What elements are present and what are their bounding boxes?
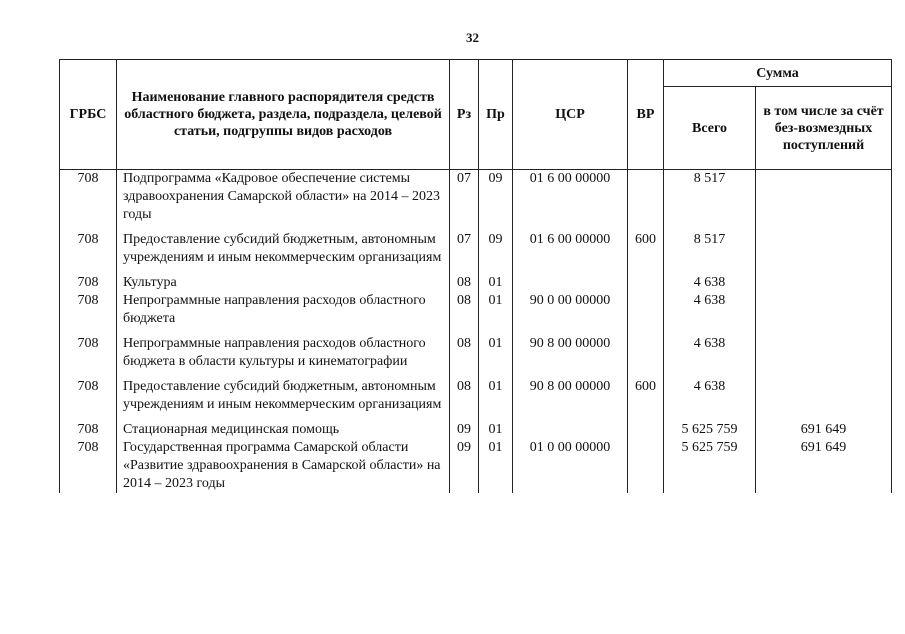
- table-row: [60, 292, 892, 335]
- header-free: в том числе за счёт без-возмездных поступлений: [756, 87, 892, 170]
- cell-total: 4 638: [664, 378, 756, 421]
- cell-rz: 08: [450, 335, 479, 378]
- cell-total: 4 638: [664, 292, 756, 335]
- cell-grbs: 708: [60, 292, 117, 335]
- table-row: [60, 335, 892, 378]
- cell-rz: 08: [450, 378, 479, 421]
- cell-rz: 09: [450, 421, 479, 439]
- header-csr: ЦСР: [513, 60, 628, 170]
- header-total: Всего: [664, 87, 756, 170]
- header-vr: ВР: [628, 60, 664, 170]
- cell-rz: 08: [450, 292, 479, 335]
- cell-rz: 08: [450, 274, 479, 292]
- cell-vr: [628, 421, 664, 439]
- cell-pr: 01: [479, 274, 513, 292]
- cell-pr: 01: [479, 292, 513, 335]
- cell-vr: [628, 335, 664, 378]
- header-rz: Рз: [450, 60, 479, 170]
- table-row: [60, 439, 892, 493]
- cell-vr: [628, 170, 664, 232]
- cell-grbs: 708: [60, 274, 117, 292]
- cell-rz: 07: [450, 170, 479, 232]
- cell-pr: 01: [479, 439, 513, 493]
- cell-pr: 09: [479, 231, 513, 274]
- cell-grbs: 708: [60, 335, 117, 378]
- table-row: [60, 170, 892, 232]
- cell-name: Государственная программа Самарской области «Развитие здравоохранения в Самарской области» на 2014 – 2023 годы: [117, 439, 450, 493]
- cell-rz: 07: [450, 231, 479, 274]
- cell-pr: 01: [479, 378, 513, 421]
- cell-grbs: 708: [60, 439, 117, 493]
- cell-free: [756, 170, 892, 232]
- table-row: [60, 421, 892, 439]
- cell-free: [756, 378, 892, 421]
- cell-name: Непрограммные направления расходов областного бюджета: [117, 292, 450, 335]
- table-row: [60, 231, 892, 274]
- cell-total: 5 625 759: [664, 421, 756, 439]
- cell-total: 4 638: [664, 274, 756, 292]
- table-row: [60, 274, 892, 292]
- cell-vr: [628, 439, 664, 493]
- cell-name: Стационарная медицинская помощь: [117, 421, 450, 439]
- header-sum: Сумма: [664, 60, 892, 87]
- cell-name: Непрограммные направления расходов областного бюджета в области культуры и кинематографии: [117, 335, 450, 378]
- cell-vr: 600: [628, 231, 664, 274]
- header-pr: Пр: [479, 60, 513, 170]
- cell-vr: [628, 292, 664, 335]
- cell-pr: 01: [479, 421, 513, 439]
- cell-grbs: 708: [60, 421, 117, 439]
- cell-rz: 09: [450, 439, 479, 493]
- cell-pr: 01: [479, 335, 513, 378]
- header-name: Наименование главного распорядителя средств областного бюджета, раздела, подраздела, целевой статьи, подгруппы видов расходов: [117, 60, 450, 170]
- table-body: [60, 170, 892, 494]
- page-number: 32: [466, 30, 479, 45]
- budget-table: [59, 59, 892, 493]
- cell-csr: 01 6 00 00000: [513, 231, 628, 274]
- cell-free: [756, 292, 892, 335]
- cell-pr: 09: [479, 170, 513, 232]
- cell-csr: 90 0 00 00000: [513, 292, 628, 335]
- cell-free: [756, 335, 892, 378]
- cell-name: Культура: [117, 274, 450, 292]
- cell-csr: 01 6 00 00000: [513, 170, 628, 232]
- cell-free: [756, 274, 892, 292]
- cell-total: 8 517: [664, 170, 756, 232]
- cell-name: Подпрограмма «Кадровое обеспечение системы здравоохранения Самарской области» на 2014 – 2023 годы: [117, 170, 450, 232]
- table-row: [60, 378, 892, 421]
- cell-free: [756, 231, 892, 274]
- cell-vr: 600: [628, 378, 664, 421]
- cell-name: Предоставление субсидий бюджетным, автономным учреждениям и иным некоммерческим организациям: [117, 231, 450, 274]
- cell-grbs: 708: [60, 378, 117, 421]
- cell-total: 8 517: [664, 231, 756, 274]
- cell-grbs: 708: [60, 231, 117, 274]
- cell-csr: [513, 421, 628, 439]
- cell-vr: [628, 274, 664, 292]
- cell-total: 5 625 759: [664, 439, 756, 493]
- cell-csr: 01 0 00 00000: [513, 439, 628, 493]
- table-header: [60, 60, 892, 170]
- cell-csr: [513, 274, 628, 292]
- cell-csr: 90 8 00 00000: [513, 335, 628, 378]
- cell-free: 691 649: [756, 439, 892, 493]
- cell-csr: 90 8 00 00000: [513, 378, 628, 421]
- cell-grbs: 708: [60, 170, 117, 232]
- cell-free: 691 649: [756, 421, 892, 439]
- cell-total: 4 638: [664, 335, 756, 378]
- header-grbs: ГРБС: [60, 60, 117, 170]
- cell-name: Предоставление субсидий бюджетным, автономным учреждениям и иным некоммерческим организациям: [117, 378, 450, 421]
